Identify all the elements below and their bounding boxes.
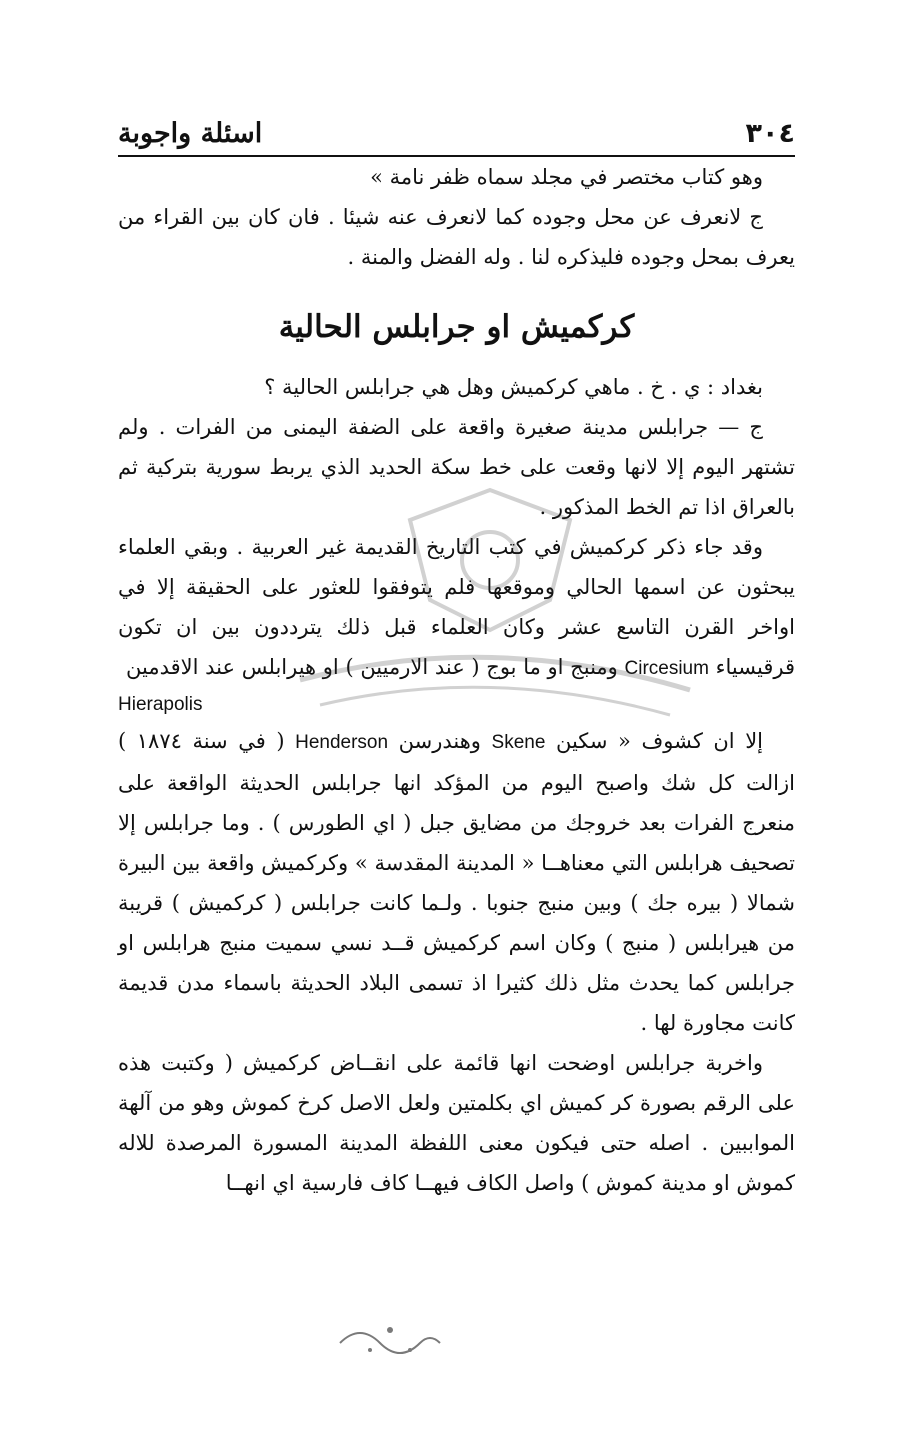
paragraph-3-start: إلا ان كشوف « سكين — [555, 729, 764, 753]
latin-term-skene: Skene — [491, 732, 546, 753]
answer-paragraph-1: ج — جرابلس مدينة صغيرة واقعة على الضفة اليمنى من الفرات . ولم تشتهر اليوم إلا لانها وقعت على خط سكة الحديد الذي يربط سورية بتركية ثم بالعراق اذا تم الخط المذكور . — [118, 415, 795, 519]
paragraph-3-body: ازالت كل شك واصبح اليوم من المؤكد انها جرابلس الحديثة الواقعة على منعرج الفرات بعد خروجك من مضايق جبل ( اي الطورس ) . وما جرابلس إلا تصحيف هرابلس التي معناهــا « المدينة المقدسة » وكركميش واقعة بين البيرة شمالا ( بيره جك ) وبين منبج جنوبا . ولـما كانت جرابلس ( كركميش ) قريبة من هيرابلس ( منبج ) وكان اسم كركميش قــد نسي سميت منبج هرابلس او جرابلس كما يحدث مثل ذلك كثيرا اذ تسمى البلاد الحديثة باسماء مدن قديمة كانت مجاورة لها . — [118, 771, 795, 1035]
intro-answer: ج لانعرف عن محل وجوده كما لانعرف عنه شيئا . فان كان بين القراء من يعرف بمحل وجوده فليذكره لنا . وله الفضل والمنة . — [118, 205, 795, 269]
latin-term-circesium: Circesium — [624, 658, 709, 679]
latin-term-henderson: Henderson — [295, 732, 389, 753]
page-number: ٣٠٤ — [745, 118, 795, 149]
paragraph-2-text: وقد جاء ذكر كركميش في كتب التاريخ القديمة غير العربية . وبقي العلماء يبحثون عن اسمها الحالي وموقعها فلم يتوفقوا للعثور على الحقيقة إلا في اواخر القرن التاسع عشر وكان العلماء قبل ذلك يترددون بين ان تكون قرقيسياء — [118, 535, 795, 679]
intro-line: وهو كتاب مختصر في مجلد سماه ظفر نامة » — [370, 165, 763, 189]
bottom-ornament — [330, 1318, 450, 1358]
running-title: اسئلة واجوبة — [118, 118, 263, 149]
paragraph-3-year: ( في سنة ١٨٧٤ ) — [118, 729, 285, 753]
page-body — [118, 157, 795, 1203]
paragraph-3 — [118, 721, 795, 1043]
section-title: كركميش او جرابلس الحالية — [278, 309, 635, 345]
question: بغداد : ي . خ . ماهي كركميش وهل هي جرابلس الحالية ؟ — [264, 375, 763, 399]
paragraph-2-end: ومنبج او ما بوج ( عند الارميين ) او هيرابلس عند الاقدمين — [126, 655, 618, 679]
latin-term-hierapolis: Hierapolis — [118, 694, 203, 715]
paragraph-4: واخربة جرابلس اوضحت انها قائمة على انقــاض كركميش ( وكتبت هذه على الرقم بصورة كر كميش اي بكلمتين ولعل الاصل كرخ كموش وهو من آلهة المواببين . اصله حتى فيكون معنى اللفظة المدينة المسورة المرصدة للاله كموش او مدينة كموش ) واصل الكاف فيهــا كاف فارسية اي انهــا — [118, 1051, 795, 1195]
paragraph-2 — [118, 527, 795, 689]
paragraph-3-and: وهندرسن — [398, 729, 481, 753]
page-header — [118, 118, 795, 157]
